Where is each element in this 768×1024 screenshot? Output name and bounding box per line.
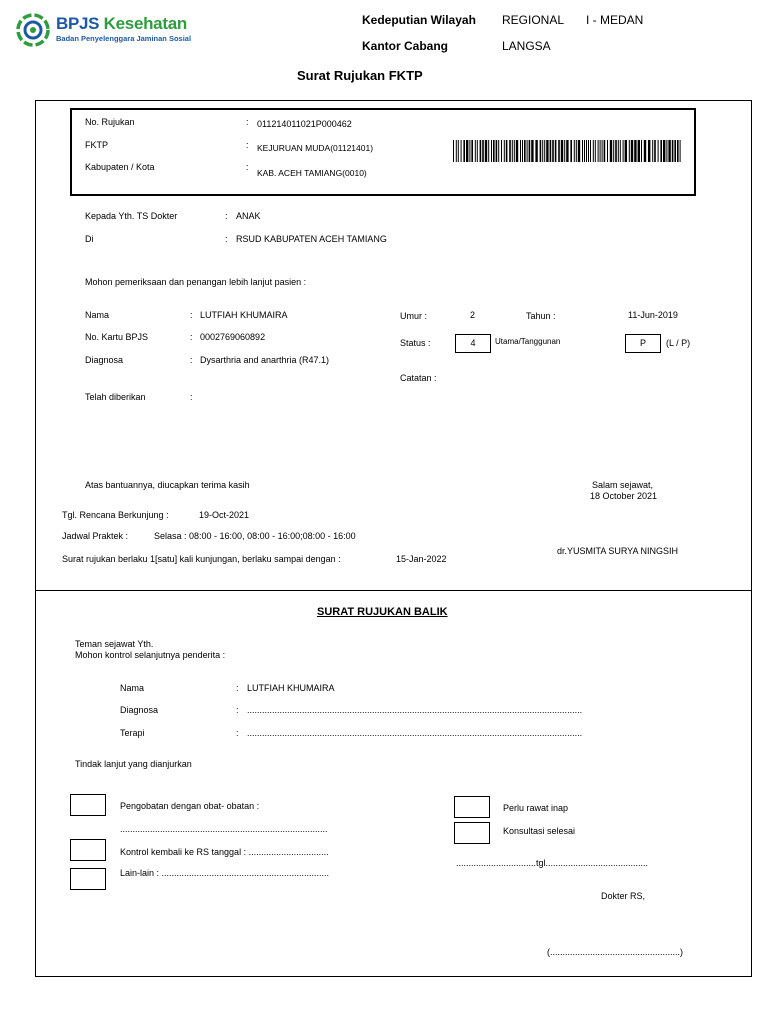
form-border [35,100,752,977]
kedeputian-value-2: I - MEDAN [586,13,644,27]
nama-value: LUTFIAH KHUMAIRA [200,310,288,320]
opt-obat-dots[interactable]: ................................................................................... [120,824,328,834]
kepada-value: ANAK [236,211,261,221]
opt-obat-label: Pengobatan dengan obat- obatan : [120,801,260,811]
colon: : [246,162,249,172]
colon: : [190,355,193,365]
checkbox-konsultasi[interactable] [454,822,490,844]
colon: : [246,117,249,127]
telah-label: Telah diberikan [85,392,146,402]
balik-diagnosa-label: Diagnosa [120,705,159,715]
tindak-label: Tindak lanjut yang dianjurkan [75,759,192,769]
balik-terapi-dots[interactable]: ...................................................................................................................................... [247,728,583,738]
opt-rawat-label: Perlu rawat inap [503,803,569,813]
di-label: Di [85,234,94,244]
doctor-name: dr.YUSMITA SURYA NINGSIH [557,546,679,556]
patient-intro: Mohon pemeriksaan dan penangan lebih lanjut pasien : [85,277,307,287]
section-divider [35,590,751,591]
kedeputian-label: Kedeputian Wilayah [362,13,476,27]
diagnosa-value: Dysarthria and anarthria (R47.1) [200,355,330,365]
balik-nama-value: LUTFIAH KHUMAIRA [247,683,335,693]
page-title: Surat Rujukan FKTP [297,68,423,83]
colon: : [236,705,239,715]
balik-title: SURAT RUJUKAN BALIK [317,606,448,618]
gender-value-box: P [625,334,661,353]
colon: : [190,392,193,402]
colon: : [246,140,249,150]
kantor-label: Kantor Cabang [362,39,449,53]
salam-text: Salam sejawat, [592,480,654,490]
kartu-label: No. Kartu BPJS [85,332,149,342]
status-note: Utama/Tanggunan [495,337,561,346]
colon: : [225,211,228,221]
nama-label: Nama [85,310,110,320]
kepada-label: Kepada Yth. TS Dokter [85,211,178,221]
opt-konsul-label: Konsultasi selesai [503,826,576,836]
opt-kontrol-label: Kontrol kembali ke RS tanggal : ................................ [120,847,329,857]
tgl-rencana-label: Tgl. Rencana Berkunjung : [62,510,169,520]
status-value-box: 4 [455,334,491,353]
balik-nama-label: Nama [120,683,145,693]
diagnosa-label: Diagnosa [85,355,124,365]
kabupaten-value: KAB. ACEH TAMIANG(0010) [257,168,367,178]
tgl-rencana-value: 19-Oct-2021 [199,510,250,520]
kartu-value: 0002769060892 [200,332,266,342]
balik-diagnosa-dots[interactable]: ...................................................................................................................................... [247,705,583,715]
kantor-value: LANGSA [502,39,551,53]
no-rujukan-value: 011214011021P000462 [257,119,352,129]
tgl-line[interactable]: ................................tgl......................................... [456,858,649,868]
catatan-label: Catatan : [400,373,437,383]
tahun-value: 11-Jun-2019 [628,310,678,320]
opt-lain-label: Lain-lain : ................................................................... [120,868,330,878]
umur-label: Umur : [400,311,427,321]
status-label: Status : [400,338,431,348]
balik-terapi-label: Terapi [120,728,145,738]
dokter-rs-label: Dokter RS, [601,891,646,901]
colon: : [225,234,228,244]
checkbox-obat[interactable] [70,794,106,816]
fktp-label: FKTP [85,140,109,150]
jadwal-value: Selasa : 08:00 - 16:00, 08:00 - 16:00;08:00 - 16:00 [154,531,356,541]
fktp-value: KEJURUAN MUDA(01121401) [257,143,374,153]
colon: : [190,332,193,342]
kedeputian-value: REGIONAL [502,13,565,27]
logo-subtitle: Badan Penyelenggara Jaminan Sosial [56,34,192,43]
thanks-text: Atas bantuannya, diucapkan terima kasih [85,480,250,490]
kabupaten-label: Kabupaten / Kota [85,162,155,172]
di-value: RSUD KABUPATEN ACEH TAMIANG [236,234,387,244]
barcode-icon [453,140,683,162]
logo-wordmark: BPJS Kesehatan [56,14,187,33]
checkbox-lain[interactable] [70,868,106,890]
berlaku-text: Surat rujukan berlaku 1[satu] kali kunjungan, berlaku sampai dengan : [62,554,341,564]
berlaku-date: 15-Jan-2022 [396,554,447,564]
bpjs-emblem-icon [16,13,50,47]
colon: : [190,310,193,320]
bpjs-logo [16,13,196,47]
letter-date: 18 October 2021 [590,491,658,501]
balik-greeting: Teman sejawat Yth. [75,639,154,649]
checkbox-kontrol[interactable] [70,839,106,861]
balik-request: Mohon kontrol selanjutnya penderita : [75,650,226,660]
signature-line[interactable]: (....................................................) [547,947,684,957]
gender-note: (L / P) [666,338,691,348]
colon: : [236,683,239,693]
umur-value: 2 [470,310,476,320]
colon: : [236,728,239,738]
jadwal-label: Jadwal Praktek : [62,531,129,541]
no-rujukan-label: No. Rujukan [85,117,135,127]
tahun-label: Tahun : [526,311,556,321]
checkbox-rawat-inap[interactable] [454,796,490,818]
